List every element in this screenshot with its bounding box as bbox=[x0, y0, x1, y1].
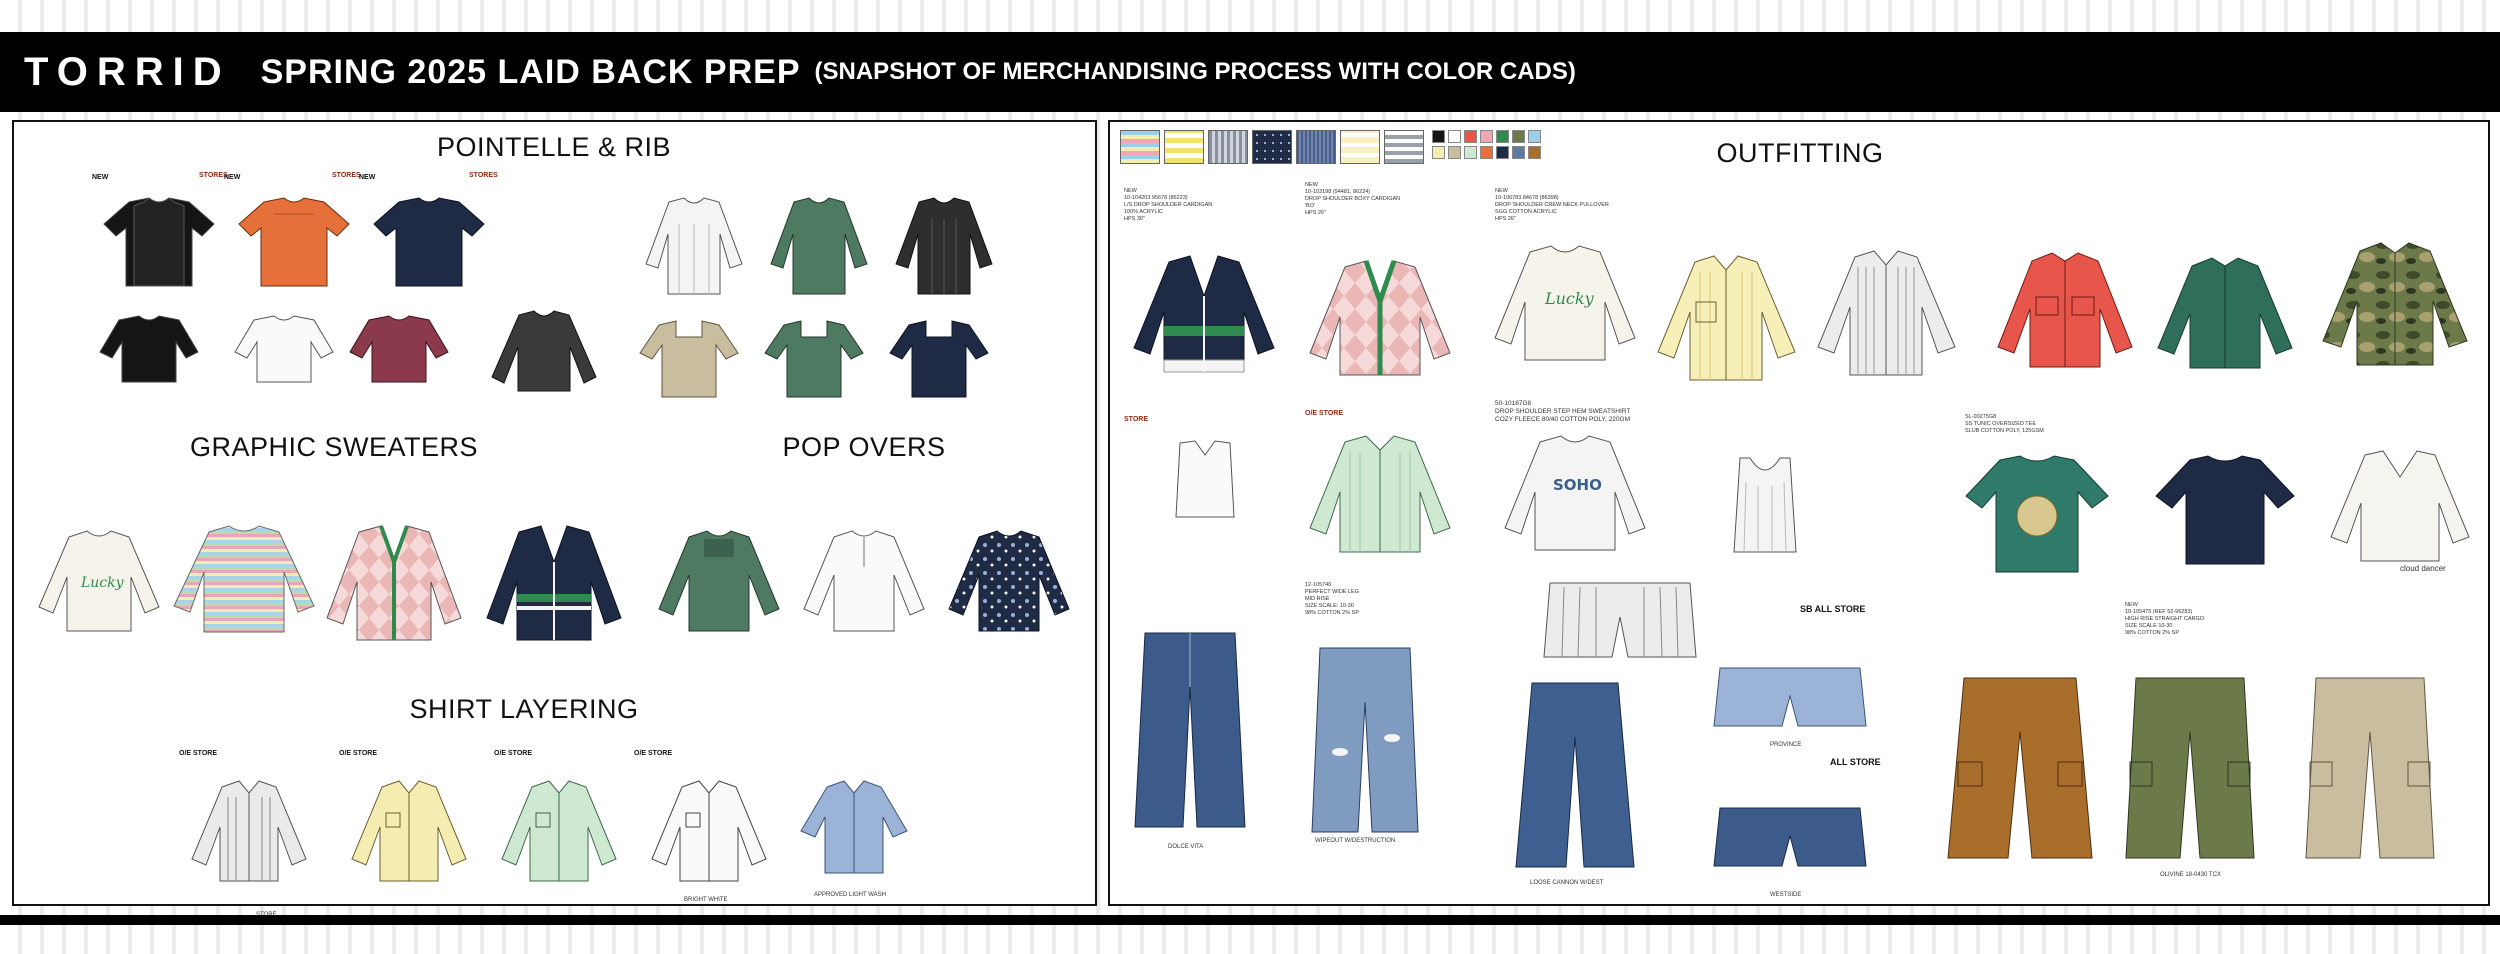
store-tag: STORES bbox=[332, 172, 361, 179]
color-chip bbox=[1464, 130, 1477, 143]
khaki-square-neck-tee-sketch bbox=[634, 317, 744, 407]
color-chip bbox=[1496, 130, 1509, 143]
cream-lucky-pullover-outfit-sketch bbox=[1485, 242, 1645, 372]
westside-denim-shorts-sketch bbox=[1710, 802, 1870, 882]
wipeout-destruction-jean-sketch bbox=[1300, 642, 1430, 842]
white-crop-top-sketch bbox=[229, 312, 339, 392]
navy-stripe-cardigan-outfit-sketch bbox=[1124, 252, 1284, 382]
sage-popover-blouse-sketch bbox=[649, 527, 789, 642]
mint-stripe-shirt-sketch bbox=[1300, 432, 1460, 562]
white-button-shirt-sketch bbox=[644, 777, 774, 892]
caption-dolce-vita: DOLCE VITA bbox=[1168, 844, 1204, 850]
color-chip bbox=[1432, 146, 1445, 159]
svg-text:Lucky: Lucky bbox=[1545, 289, 1594, 308]
onstore-tag: O/E STORE bbox=[494, 750, 532, 757]
navy-square-neck-tee-sketch bbox=[884, 317, 994, 407]
new-tag: NEW bbox=[92, 174, 109, 181]
fabric-swatch bbox=[1208, 130, 1248, 164]
new-tag: NEW bbox=[359, 174, 376, 181]
white-rib-top-sketch bbox=[634, 194, 754, 304]
section-title-pop-overs: POP OVERS bbox=[782, 432, 946, 462]
mint-button-shirt-sketch bbox=[494, 777, 624, 892]
orange-pointelle-tee-sketch bbox=[229, 194, 359, 294]
page-title: SPRING 2025 LAID BACK PREP bbox=[260, 52, 801, 91]
rust-wide-leg-cargo-sketch bbox=[1940, 672, 2100, 867]
khaki-straight-cargo-sketch bbox=[2290, 672, 2450, 867]
caption-westside: WESTSIDE bbox=[1770, 892, 1802, 898]
caption-bright-white: BRIGHT WHITE bbox=[684, 897, 728, 903]
store-tag: STORE bbox=[1124, 416, 1148, 423]
green-utility-jacket-outfit-sketch bbox=[2150, 252, 2300, 377]
fabric-swatch bbox=[1252, 130, 1292, 164]
right-board bbox=[1108, 120, 2490, 906]
onstore-tag: O/E STORE bbox=[339, 750, 377, 757]
cargo-spec-note: NEW 19-105475 (REF 52-96283) HIGH RISE STRAIGHT CARGO SIZE SCALE 10-30 98% COTTON 2% SP bbox=[2125, 602, 2205, 636]
onstore-tag: O/E STORE bbox=[634, 750, 672, 757]
rainbow-stripe-sweater-sketch bbox=[164, 522, 324, 642]
svg-text:SOHO: SOHO bbox=[1553, 476, 1602, 494]
brand-logo: TORRID bbox=[24, 49, 231, 94]
store-tag: STORES bbox=[469, 172, 498, 179]
fabric-swatch bbox=[1384, 130, 1424, 164]
color-chip bbox=[1512, 130, 1525, 143]
header-bar bbox=[0, 32, 2500, 112]
color-chip bbox=[1480, 146, 1493, 159]
caption-wipeout: WIPEOUT W/DESTRUCTION bbox=[1315, 838, 1396, 844]
charcoal-long-sleeve-sketch bbox=[484, 307, 604, 397]
color-chip bbox=[1464, 146, 1477, 159]
caption-approved-light-wash: APPROVED LIGHT WASH bbox=[814, 892, 887, 898]
color-chip bbox=[1448, 130, 1461, 143]
caption-province: PROVINCE bbox=[1770, 742, 1802, 748]
stripe-shorts-sketch bbox=[1540, 577, 1700, 667]
caption-cloud-dancer: cloud dancer bbox=[2400, 564, 2446, 573]
cloud-dancer-vneck-tee-sketch bbox=[2325, 447, 2475, 572]
light-wash-denim-shirt-sketch bbox=[789, 777, 919, 887]
color-chip bbox=[1480, 130, 1493, 143]
color-chip bbox=[1528, 130, 1541, 143]
all-store-tag: ALL STORE bbox=[1830, 757, 1881, 767]
color-chip bbox=[1448, 146, 1461, 159]
butter-stripe-shirt-outfit-sketch bbox=[1650, 252, 1805, 392]
crew-pullover-spec-note: NEW 10-106783 84678 (86398) DROP SHOULDER CREW NECK PULLOVER SGG COTTON ACRYLIC HPS 26" bbox=[1495, 188, 1609, 222]
fabric-swatch bbox=[1164, 130, 1204, 164]
footer-bar bbox=[0, 915, 2500, 925]
grey-stripe-shirt-outfit-sketch bbox=[1810, 247, 1965, 387]
argyle-boxy-cardigan-sketch bbox=[319, 522, 469, 652]
navy-floral-popover-sketch bbox=[939, 527, 1079, 642]
caption-loose-cannon: LOOSE CANNON W/DEST bbox=[1530, 880, 1604, 886]
color-chip bbox=[1432, 130, 1445, 143]
sb-all-store-tag: SB ALL STORE bbox=[1800, 604, 1866, 614]
sweatshirt-spec-note: 50-10187G8 DROP SHOULDER STEP HEM SWEATSHIRT COZY FLEECE 80/40 COTTON POLY, 220GM bbox=[1495, 400, 1631, 423]
stripe-button-shirt-sketch bbox=[184, 777, 314, 892]
color-chip bbox=[1512, 146, 1525, 159]
black-pointelle-tee-sketch bbox=[94, 194, 224, 294]
jean-spec-note: 12-105740 PERFECT WIDE LEG MID RISE SIZE SCALE: 10-30 98% COTTON 2% SP bbox=[1305, 582, 1359, 616]
white-rib-tank-sketch bbox=[1710, 452, 1820, 562]
soho-sweatshirt-sketch bbox=[1495, 432, 1655, 562]
sage-rib-top-sketch bbox=[759, 194, 879, 304]
loose-cannon-flare-jean-sketch bbox=[1510, 677, 1640, 877]
onstore-tag: O/E STORE bbox=[1305, 410, 1343, 417]
fabric-swatch bbox=[1120, 130, 1160, 164]
camo-jacket-outfit-sketch bbox=[2315, 237, 2475, 377]
navy-stripe-cardigan-sketch bbox=[479, 522, 629, 652]
province-denim-shorts-sketch bbox=[1710, 662, 1870, 742]
navy-pointelle-tee-sketch bbox=[364, 194, 494, 294]
charcoal-rib-top-sketch bbox=[884, 194, 1004, 304]
pink-floyd-graphic-tee-sketch bbox=[1960, 452, 2115, 582]
dolce-vita-wide-leg-jean-sketch bbox=[1125, 627, 1255, 837]
cardigan-spec-note: NEW 10-104203 95678 (86223) L/S DROP SHOULDER CARDIGAN 100% ACRYLIC HPS 30" bbox=[1124, 188, 1213, 222]
left-board bbox=[12, 120, 1097, 906]
section-title-graphic-sweaters: GRAPHIC SWEATERS bbox=[189, 432, 479, 462]
caption-olivine: OLIVINE 18-0430 TCX bbox=[2160, 872, 2221, 878]
navy-lettuce-tee-sketch bbox=[2150, 452, 2300, 577]
coral-shacket-outfit-sketch bbox=[1990, 247, 2140, 377]
store-tag: STORES bbox=[199, 172, 228, 179]
boxy-cardigan-spec-note: NEW 10-103198 (94481, 86224) DROP SHOULDER BOXY CARDIGAN 'BO' HPS 26" bbox=[1305, 182, 1401, 216]
section-title-shirt-layering: SHIRT LAYERING bbox=[409, 694, 639, 724]
white-halter-top-sketch bbox=[1150, 437, 1260, 527]
black-crop-top-sketch bbox=[94, 312, 204, 392]
color-chip bbox=[1528, 146, 1541, 159]
white-popover-blouse-sketch bbox=[794, 527, 934, 642]
cream-graphic-sweater-sketch bbox=[29, 527, 169, 642]
color-chip bbox=[1496, 146, 1509, 159]
new-tag: NEW bbox=[224, 174, 241, 181]
tunic-tee-spec-note: SL-00275G8 SS TUNIC OVERSIZED TEE SLUB COTTON POLY, 125GSM bbox=[1965, 414, 2044, 434]
butter-button-shirt-sketch bbox=[344, 777, 474, 892]
section-title-outfitting: OUTFITTING bbox=[1716, 138, 1884, 168]
sage-square-neck-tee-sketch bbox=[759, 317, 869, 407]
section-title-pointelle: POINTELLE & RIB bbox=[436, 132, 672, 162]
argyle-cardigan-outfit-sketch bbox=[1300, 257, 1460, 387]
page-subtitle: (SNAPSHOT OF MERCHANDISING PROCESS WITH COLOR CADS) bbox=[814, 58, 1576, 85]
fabric-swatch bbox=[1340, 130, 1380, 164]
onstore-tag: O/E STORE bbox=[179, 750, 217, 757]
olive-straight-cargo-sketch bbox=[2110, 672, 2270, 867]
fabric-swatch bbox=[1296, 130, 1336, 164]
wine-crop-top-sketch bbox=[344, 312, 454, 392]
svg-text:Lucky: Lucky bbox=[81, 575, 124, 591]
